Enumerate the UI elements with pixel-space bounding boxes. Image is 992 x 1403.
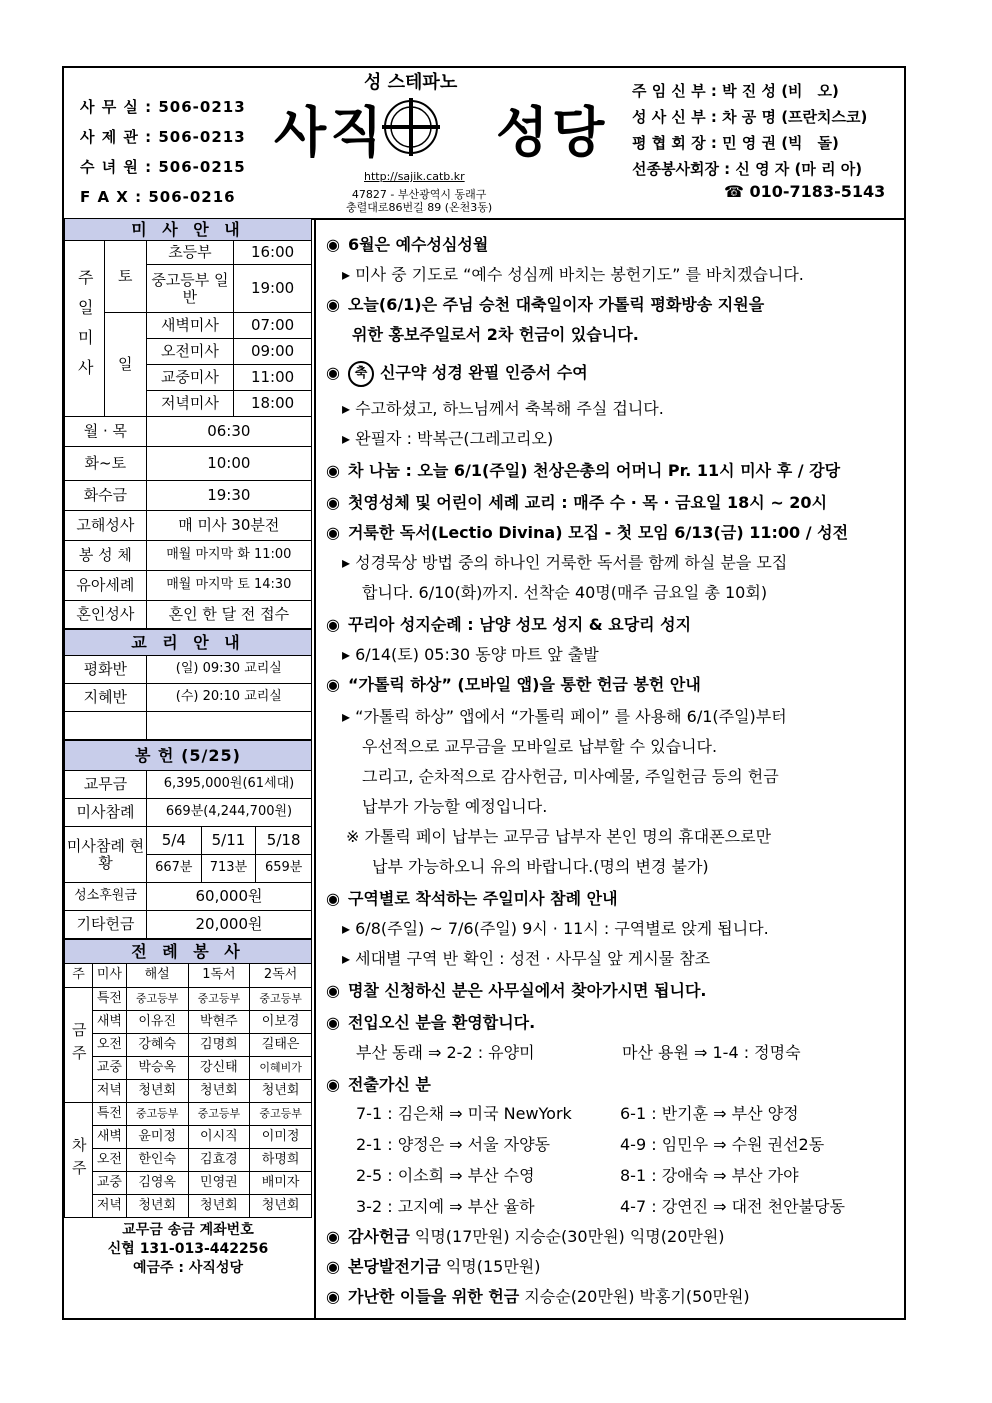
notice-item: ◉ 전출가신 분: [326, 1075, 431, 1094]
sacrament-label: 유아세례: [65, 571, 147, 601]
liturgy-cell: 청년회: [188, 1080, 250, 1103]
liturgy-cell: 이혜비가: [250, 1057, 312, 1080]
notice-detail: ▸ 미사 중 기도로 “예수 성심께 바치는 봉헌기도” 를 바치겠습니다.: [342, 265, 804, 284]
notice-detail-cont: 합니다. 6/10(화)까지. 선착순 40명(매주 금요일 총 10회): [362, 583, 768, 602]
offering-value: 20,000원: [147, 911, 312, 939]
offering-label: 기타헌금: [65, 911, 147, 939]
move-out-entry: 7-1 : 김은채 ⇒ 미국 NewYork: [356, 1103, 572, 1123]
liturgy-cell: 특전: [92, 1103, 126, 1126]
move-out-entry: 6-1 : 반기훈 ⇒ 부산 양정: [620, 1103, 799, 1123]
poor-offering: ◉ 가난한 이들을 위한 헌금 지승순(20만원) 박홍기(50만원): [326, 1287, 750, 1306]
notice-detail: ▸ 6/8(주일) ~ 7/6(주일) 9시 · 11시 : 구역별로 앉게 됩니다.: [342, 919, 769, 938]
thanks-offering: ◉ 감사헌금 익명(17만원) 지승순(30만원) 익명(20만원): [326, 1227, 725, 1246]
clergy-pastor: 주 임 신 부 : 박 진 성 (비 오): [632, 82, 839, 100]
liturgy-cell: 저녁: [92, 1080, 126, 1103]
attendance-date: 5/4: [147, 827, 202, 855]
notice-detail: ▸ 성경묵상 방법 중의 하나인 거룩한 독서를 함께 하실 분을 모집: [342, 553, 788, 572]
sacrament-label: 봉 성 체: [65, 541, 147, 571]
liturgy-cell: 새벽: [92, 1126, 126, 1149]
weekday-time: 19:30: [146, 481, 311, 511]
notice-item: ◉ 첫영성체 및 어린이 세례 교리 : 매주 수 · 목 · 금요일 18시 ~ 20시: [326, 493, 828, 512]
next-week-label: 차주: [65, 1103, 93, 1218]
offering-table: [64, 740, 312, 939]
notice-detail: ▸ 세대별 구역 반 확인 : 성전 · 사무실 앞 게시물 참조: [342, 949, 711, 968]
mass-time: 19:00: [234, 265, 312, 313]
liturgy-cell: 박현주: [188, 1011, 250, 1034]
clergy-council: 평 협 회 장 : 민 영 권 (빅 돌): [632, 134, 839, 152]
notice-detail: ▸ 완필자 : 박복근(그레고리오): [342, 429, 554, 448]
attendance-label: 미사참례 현황: [65, 827, 147, 883]
attendance-count: 659분: [256, 855, 312, 883]
attendance-date: 5/18: [256, 827, 312, 855]
notice-item: ◉ 축 신구약 성경 완필 인증서 수여: [326, 360, 588, 387]
notice-detail-cont: 우선적으로 교무금을 모바일로 납부할 수 있습니다.: [362, 737, 718, 756]
class-info: (일) 09:30 교리실: [146, 656, 311, 684]
offering-value: 6,395,000원(61세대): [147, 771, 312, 799]
mass-name: 오전미사: [146, 339, 234, 365]
class-name: [65, 712, 147, 740]
catechism-section-title: 교 리 안 내: [65, 630, 312, 656]
catechism-table: [64, 629, 312, 740]
liturgy-header: 주: [65, 964, 93, 988]
liturgy-cell: 교중: [92, 1057, 126, 1080]
offering-section-title: 봉 헌 (5/25): [65, 741, 312, 771]
weekday-label: 화수금: [65, 481, 147, 511]
mass-time: 16:00: [234, 241, 312, 265]
move-out-table: [356, 1098, 876, 1222]
this-week-label: 금주: [65, 988, 93, 1103]
notice-detail: ▸ 6/14(토) 05:30 동양 마트 앞 출발: [342, 645, 599, 664]
liturgy-cell: 윤미정: [126, 1126, 188, 1149]
saturday-label: 토: [104, 241, 146, 313]
liturgy-cell: 이보경: [250, 1011, 312, 1034]
parish-patron: 성 스테파노: [364, 72, 458, 93]
move-out-entry: 2-5 : 이소희 ⇒ 부산 수영: [356, 1165, 535, 1185]
liturgy-cell: 청년회: [250, 1195, 312, 1218]
move-out-entry: 3-2 : 고지예 ⇒ 부산 율하: [356, 1196, 535, 1216]
liturgy-cell: 중고등부: [188, 988, 250, 1011]
move-in-2: 마산 용원 ⇒ 1-4 : 정명숙: [622, 1043, 801, 1062]
offering-label: 교무금: [65, 771, 147, 799]
contact-rectory: 사 제 관 : 506-0213: [80, 128, 246, 146]
notice-item: ◉ 전입오신 분을 환영합니다.: [326, 1013, 536, 1032]
offering-value: 60,000원: [147, 883, 312, 911]
move-out-entry: 2-1 : 양정은 ⇒ 서울 자양동: [356, 1134, 551, 1154]
notice-item: ◉ 6월은 예수성심성월: [326, 235, 489, 254]
sacrament-info: 매 미사 30분전: [146, 511, 311, 541]
liturgy-section-title: 전 례 봉 사: [65, 940, 312, 964]
liturgy-cell: 교중: [92, 1172, 126, 1195]
title-word-2: 성당: [496, 101, 609, 164]
clergy-service: 선종봉사회장 : 신 영 자 (마 리 아): [632, 160, 863, 178]
attendance-date: 5/11: [201, 827, 256, 855]
mass-name: 교중미사: [146, 365, 234, 391]
liturgy-header: 1독서: [188, 964, 250, 988]
mass-table: [64, 218, 312, 629]
mass-time: 18:00: [234, 391, 312, 417]
sacrament-info: 매월 마지막 토 14:30: [146, 571, 311, 601]
class-name: 평화반: [65, 656, 147, 684]
liturgy-cell: 새벽: [92, 1011, 126, 1034]
notice-item-cont: 위한 홍보주일로서 2차 헌금이 있습니다.: [352, 325, 639, 344]
offering-label: 성소후원금: [65, 883, 147, 911]
liturgy-cell: 중고등부: [250, 1103, 312, 1126]
liturgy-cell: 청년회: [126, 1195, 188, 1218]
notice-detail: ▸ “가톨릭 하상” 앱에서 “가톨릭 페이” 를 사용해 6/1(주일)부터: [342, 707, 787, 726]
sacrament-info: 혼인 한 달 전 접수: [146, 601, 311, 629]
class-info: (수) 20:10 교리실: [146, 684, 311, 712]
liturgy-header: 해설: [126, 964, 188, 988]
notice-item: ◉ 꾸리아 성지순례 : 남양 성모 성지 & 요당리 성지: [326, 615, 692, 634]
notice-item: ◉ 오늘(6/1)은 주님 승천 대축일이자 가톨릭 평화방송 지원을: [326, 295, 765, 314]
development-fund: ◉ 본당발전기금 익명(15만원): [326, 1257, 541, 1276]
move-out-entry: 4-9 : 임민우 ⇒ 수원 권선2동: [620, 1134, 825, 1154]
sacrament-info: 매월 마지막 화 11:00: [146, 541, 311, 571]
offering-value: 669분(4,244,700원): [147, 799, 312, 827]
notice-detail-cont: 납부가 가능할 예정입니다.: [362, 797, 548, 816]
liturgy-cell: 길태은: [250, 1034, 312, 1057]
liturgy-cell: 박승옥: [126, 1057, 188, 1080]
liturgy-cell: 중고등부: [126, 988, 188, 1011]
liturgy-cell: 중고등부: [126, 1103, 188, 1126]
liturgy-cell: 김명희: [188, 1034, 250, 1057]
liturgy-cell: 오전: [92, 1149, 126, 1172]
liturgy-cell: 한인숙: [126, 1149, 188, 1172]
liturgy-cell: 하명희: [250, 1149, 312, 1172]
liturgy-cell: 오전: [92, 1034, 126, 1057]
liturgy-cell: 특전: [92, 988, 126, 1011]
contact-fax: F A X : 506-0216: [80, 188, 236, 206]
sunday-mass-label: 주일미사: [65, 241, 105, 417]
class-name: 지혜반: [65, 684, 147, 712]
liturgy-cell: 김효경: [188, 1149, 250, 1172]
notice-item: ◉ 차 나눔 : 오늘 6/1(주일) 천상은총의 어머니 Pr. 11시 미사 후 / 강당: [326, 461, 841, 480]
notice-detail: ▸ 수고하셨고, 하느님께서 축복해 주실 겁니다.: [342, 399, 664, 418]
notice-item: ◉ “가톨릭 하상” (모바일 앱)을 통한 헌금 봉헌 안내: [326, 675, 701, 694]
weekday-label: 화~토: [65, 447, 147, 481]
liturgy-cell: 이유진: [126, 1011, 188, 1034]
contact-convent: 수 녀 원 : 506-0215: [80, 158, 246, 176]
mass-name: 중고등부 일반: [146, 265, 234, 313]
liturgy-cell: 청년회: [188, 1195, 250, 1218]
celebrate-stamp-icon: 축: [348, 361, 374, 387]
liturgy-cell: 이시직: [188, 1126, 250, 1149]
clergy-assistant: 성 사 신 부 : 차 공 명 (프란치스코): [632, 108, 868, 126]
mass-time: 11:00: [234, 365, 312, 391]
liturgy-cell: 청년회: [126, 1080, 188, 1103]
cross-logo-icon: [382, 98, 440, 156]
attendance-count: 667분: [147, 855, 202, 883]
weekday-time: 10:00: [146, 447, 311, 481]
notices-column: [316, 218, 904, 1318]
liturgy-cell: 배미자: [250, 1172, 312, 1195]
phone-number: ☎ 010-7183-5143: [724, 182, 886, 201]
liturgy-cell: 이미정: [250, 1126, 312, 1149]
liturgy-header: 미사: [92, 964, 126, 988]
sacrament-label: 혼인성사: [65, 601, 147, 629]
move-out-entry: 8-1 : 강애숙 ⇒ 부산 가야: [620, 1165, 799, 1185]
notice-item: ◉ 거룩한 독서(Lectio Divina) 모집 - 첫 모임 6/13(금) 11:00 / 성전: [326, 523, 849, 542]
sunday-label: 일: [104, 313, 146, 417]
mass-name: 저녁미사: [146, 391, 234, 417]
liturgy-cell: 저녁: [92, 1195, 126, 1218]
notice-item: ◉ 명찰 신청하신 분은 사무실에서 찾아가시면 됩니다.: [326, 981, 707, 1000]
attendance-count: 713분: [201, 855, 256, 883]
liturgy-cell: 중고등부: [250, 988, 312, 1011]
liturgy-cell: 중고등부: [188, 1103, 250, 1126]
notice-warning: ※ 가톨릭 페이 납부는 교무금 납부자 본인 명의 휴대폰으로만: [346, 827, 772, 846]
offering-label: 미사참례: [65, 799, 147, 827]
liturgy-cell: 청년회: [250, 1080, 312, 1103]
contact-office: 사 무 실 : 506-0213: [80, 98, 246, 116]
title-word-1: 사직: [274, 101, 387, 164]
liturgy-table: [64, 939, 312, 1218]
liturgy-header: 2독서: [250, 964, 312, 988]
mass-time: 07:00: [234, 313, 312, 339]
clergy-list: [632, 78, 867, 182]
notice-warning-cont: 납부 가능하오니 유의 바랍니다.(명의 변경 불가): [372, 857, 709, 876]
left-column: [64, 218, 316, 1318]
mass-name: 새벽미사: [146, 313, 234, 339]
weekday-time: 06:30: [146, 417, 311, 447]
liturgy-cell: 김영옥: [126, 1172, 188, 1195]
parish-address: 47827 - 부산광역시 동래구 충렬대로86번길 89 (온천3동): [346, 188, 493, 214]
move-out-entry: 4-7 : 강연진 ⇒ 대전 천안불당동: [620, 1196, 845, 1216]
move-in-1: 부산 동래 ⇒ 2-2 : 유양미: [356, 1043, 535, 1062]
bank-account-info: 교무금 송금 계좌번호 신협 131-013-442256 예금주 : 사직성당: [107, 1222, 269, 1276]
contact-list: [80, 92, 246, 212]
mass-name: 초등부: [146, 241, 234, 265]
notice-detail-cont: 그리고, 순차적으로 감사헌금, 미사예물, 주일헌금 등의 헌금: [362, 767, 779, 786]
header: [64, 68, 904, 220]
liturgy-cell: 강신태: [188, 1057, 250, 1080]
liturgy-cell: 민영권: [188, 1172, 250, 1195]
sacrament-label: 고해성사: [65, 511, 147, 541]
class-info: [146, 712, 311, 740]
mass-section-title: 미 사 안 내: [65, 219, 312, 241]
mass-time: 09:00: [234, 339, 312, 365]
parish-url[interactable]: http://sajik.catb.kr: [364, 170, 465, 183]
bulletin-frame: [62, 66, 906, 1320]
liturgy-cell: 강혜숙: [126, 1034, 188, 1057]
notice-item: ◉ 구역별로 착석하는 주일미사 참례 안내: [326, 889, 618, 908]
weekday-label: 월 · 목: [65, 417, 147, 447]
